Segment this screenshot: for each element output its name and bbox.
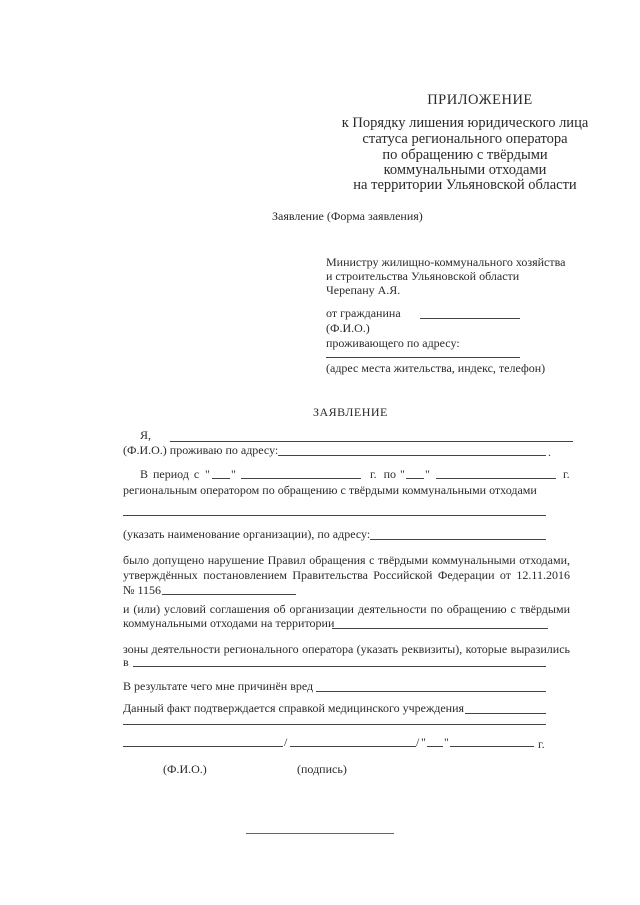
end-month-field[interactable] <box>436 478 556 479</box>
confirm-label: Данный факт подтверждается справкой медицинского учреждения <box>123 701 465 715</box>
form-caption: Заявление (Форма заявления) <box>272 209 423 223</box>
agreement-line-2: коммунальными отходами на территории <box>123 616 335 630</box>
violation-line-3: № 1156 <box>123 583 162 597</box>
period-label: В период с <box>140 467 200 481</box>
quote-open-2: " <box>400 467 405 481</box>
address-hint: (адрес места жительства, индекс, телефон) <box>326 361 546 375</box>
quote-close-2: " <box>425 467 430 481</box>
violation-line-1: было допущено нарушение Правил обращения с твёрдыми коммунальными отходами, <box>123 553 570 567</box>
header-line-5: на территории Ульяновской области <box>353 177 577 193</box>
addressee-line-3: Черепану А.Я. <box>326 283 401 297</box>
confirm-field-2[interactable] <box>123 724 546 725</box>
agreement-line-1: и (или) условий соглашения об организации деятельности по обращению с твёрдыми <box>123 602 570 616</box>
from-citizen-label: от гражданина <box>326 306 401 320</box>
zone-line-2: в <box>123 655 129 669</box>
org-address-field[interactable] <box>370 539 546 540</box>
territory-field[interactable] <box>332 628 548 629</box>
addressee-line-2: и строительства Ульяновской области <box>326 269 520 283</box>
fio-living-label: (Ф.И.О.) проживаю по адресу: <box>123 443 279 457</box>
bottom-separator <box>246 833 394 834</box>
quote-close-1: " <box>231 467 236 481</box>
fio-caption: (Ф.И.О.) <box>163 762 207 776</box>
living-address-field[interactable] <box>278 455 546 456</box>
fio-sign-field[interactable] <box>123 746 283 747</box>
header-line-4: коммунальными отходами <box>383 162 547 178</box>
signature-caption: (подпись) <box>297 762 347 776</box>
residing-label: проживающего по адресу: <box>326 336 460 350</box>
org-hint: (указать наименование организации), по адресу: <box>123 527 371 541</box>
year-to-label: г. по <box>370 467 396 481</box>
addressee-line-1: Министру жилищно-коммунального хозяйства <box>326 255 566 269</box>
comma-mark: . <box>548 445 551 459</box>
start-month-field[interactable] <box>241 478 361 479</box>
statement-title: ЗАЯВЛЕНИЕ <box>313 405 388 419</box>
ya-label: Я, <box>140 428 152 442</box>
appendix-title: ПРИЛОЖЕНИЕ <box>427 92 533 108</box>
sign-day-field[interactable] <box>427 746 443 747</box>
organization-field[interactable] <box>123 515 546 516</box>
header-line-1: к Порядку лишения юридического лица <box>341 115 589 131</box>
header-line-2: статуса регионального оператора <box>362 131 568 147</box>
year-label-1: г. <box>563 467 570 481</box>
confirm-field[interactable] <box>465 713 546 714</box>
quote-open-3: " <box>421 735 426 749</box>
header-line-3: по обращению с твёрдыми <box>382 147 548 163</box>
quote-open-1: " <box>205 467 210 481</box>
slash-2: / <box>416 735 420 749</box>
from-citizen-field[interactable] <box>420 318 520 319</box>
slash-1: / <box>284 735 288 749</box>
fio-label: (Ф.И.О.) <box>326 321 370 335</box>
violation-field[interactable] <box>162 594 296 595</box>
start-day-field[interactable] <box>212 478 230 479</box>
zone-line-1: зоны деятельности регионального оператора (указать реквизиты), которые выразились <box>123 642 570 656</box>
violation-line-2: утверждённых постановлением Правительства Российской Федерации от 12.11.2016 <box>123 568 570 582</box>
quote-close-3: " <box>444 735 449 749</box>
name-field[interactable] <box>170 441 573 442</box>
sign-month-field[interactable] <box>450 746 534 747</box>
expressed-field[interactable] <box>133 666 546 667</box>
operator-line: региональным оператором по обращению с твёрдыми коммунальными отходами <box>123 483 537 497</box>
signature-field[interactable] <box>290 746 416 747</box>
end-day-field[interactable] <box>406 478 424 479</box>
address-field[interactable] <box>326 357 520 358</box>
harm-field[interactable] <box>316 691 546 692</box>
harm-label: В результате чего мне причинён вред <box>123 679 314 693</box>
year-label-2: г. <box>538 737 545 751</box>
